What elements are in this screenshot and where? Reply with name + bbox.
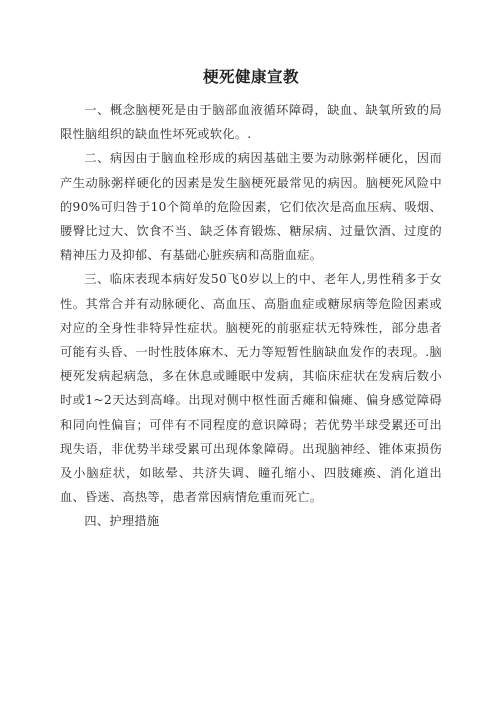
paragraph-clinical-manifestation: 三、临床表现本病好发50飞0岁以上的中、老年人,男性稍多于女性。其常合并有动脉硬化、高血压、高脂血症或糖尿病等危险因素或对应的全身性非特异性症状。脑梗死的前驱症状无特殊性，部分患者可能有头昏、一时性肢体麻木、无力等短暂性脑缺血发作的表现。.脑梗死发病起病急，多在休息或睡眠中发病，其临床症状在发病后数小时或1~2天达到高峰。出现对侧中枢性面舌瘫和偏瘫、偏身感觉障碍和同向性偏盲；可伴有不同程度的意识障碍；若优势半球受累还可出现失语，非优势半球受累可出现体象障碍。出现脑神经、锥体束损伤及小脑症状，如眩晕、共济失调、瞳孔缩小、四肢瘫痪、消化道出血、昏迷、高热等，患者常因病情危重而死亡。 [60,272,442,505]
paragraph-concept: 一、概念脑梗死是由于脑部血液循环障碍，缺血、缺氧所致的局限性脑组织的缺血性坏死或软化。. [60,103,442,142]
paragraph-nursing-measures-heading: 四、护理措施 [84,514,160,529]
page-title: 梗死健康宣教 [202,68,299,86]
paragraph-etiology: 二、病因由于脑血栓形成的病因基础主要为动脉粥样硬化，因而产生动脉粥样硬化的因素是发生脑梗死最常见的病因。脑梗死风险中的90%可归咎于10个简单的危险因素，它们依次是高血压病、吸烟、腰臀比过大、饮食不当、缺乏体育锻炼、糖尿病、过量饮酒、过度的精神压力及抑郁、有基础心脏疾病和高脂血症。 [60,151,442,263]
